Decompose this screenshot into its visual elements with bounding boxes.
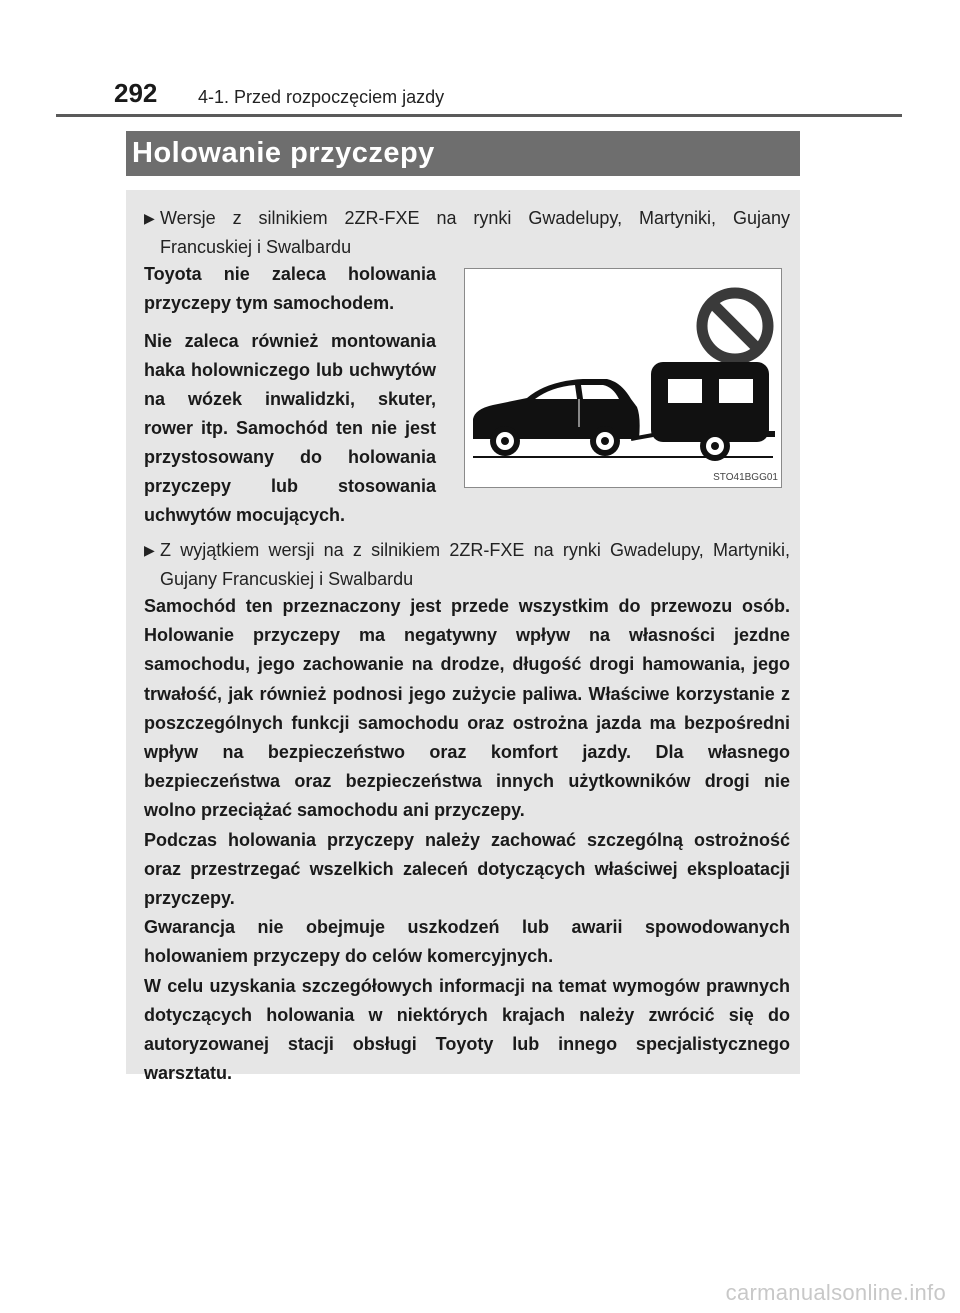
section-title: 4-1. Przed rozpoczęciem jazdy	[198, 87, 445, 107]
towing-figure	[464, 268, 782, 488]
body-paragraph: Gwarancja nie obejmuje uszkodzeń lub awarii spowodowanych holowaniem przyczepy do celów komercyjnych.	[144, 917, 790, 967]
page-number: 292	[114, 78, 158, 108]
bullet-item	[144, 536, 790, 594]
warning-column	[144, 260, 436, 530]
content-panel	[126, 190, 800, 1084]
page-title: Holowanie przyczepy	[132, 137, 435, 169]
bullet-item	[144, 204, 790, 262]
body-text	[144, 592, 790, 1088]
warning-paragraph: Nie zaleca również montowania haka holowniczego lub uchwytów na wózek inwalidzki, skuter, rower itp. Samochód ten nie jest przystosowany do holowania przyczepy lub stosowania uchwytów mocujących.	[144, 331, 436, 525]
header-rule	[56, 114, 902, 117]
body-paragraph: Samochód ten przeznaczony jest przede wszystkim do przewozu osób. Holowanie przyczepy ma negatywny wpływ na własności jezdne samochodu, jego zachowanie na drodze, długość drogi hamowania, jego trwałość, jak również podnosi jego zużycie paliwa. Właściwe korzystanie z poszczególnych funkcji samochodu oraz ostrożna jazda ma bezpośredni wpływ na bezpieczeństwo oraz komfort jazdy. Dla własnego bezpieczeństwa oraz bezpieczeństwa innych użytkowników drogi nie wolno przeciążać samochodu ani przyczepy.	[144, 596, 790, 821]
triangle-bullet-icon: ▶	[144, 542, 155, 558]
triangle-bullet-icon: ▶	[144, 210, 155, 226]
bullet-text: Z wyjątkiem wersji na z silnikiem 2ZR-FXE na rynki Gwadelupy, Martyniki, Gujany Francuskiej i Swalbardu	[160, 540, 790, 589]
page-header	[56, 76, 902, 116]
warning-paragraph: Toyota nie zaleca holowania przyczepy tym samochodem.	[144, 264, 436, 313]
car-icon	[473, 379, 640, 456]
prohibition-icon	[702, 293, 768, 359]
title-bar	[126, 131, 800, 176]
figure-code: STO41BGG01	[713, 472, 778, 483]
towing-illustration	[465, 269, 781, 487]
trailer-icon	[631, 362, 775, 461]
body-paragraph: W celu uzyskania szczegółowych informacji na temat wymogów prawnych dotyczących holowania w niektórych krajach należy zwrócić się do autoryzowanej stacji obsługi Toyoty lub innego specjalistycznego warsztatu.	[144, 975, 790, 1084]
body-paragraph: Podczas holowania przyczepy należy zachować szczególną ostrożność oraz przestrzegać wszelkich zaleceń dotyczących właściwej eksploatacji przyczepy.	[144, 829, 790, 909]
bullet-text: Wersje z silnikiem 2ZR-FXE na rynki Gwadelupy, Martyniki, Gujany Francuskiej i Swalbardu	[160, 208, 790, 257]
watermark: carmanualsonline.info	[725, 1280, 946, 1305]
